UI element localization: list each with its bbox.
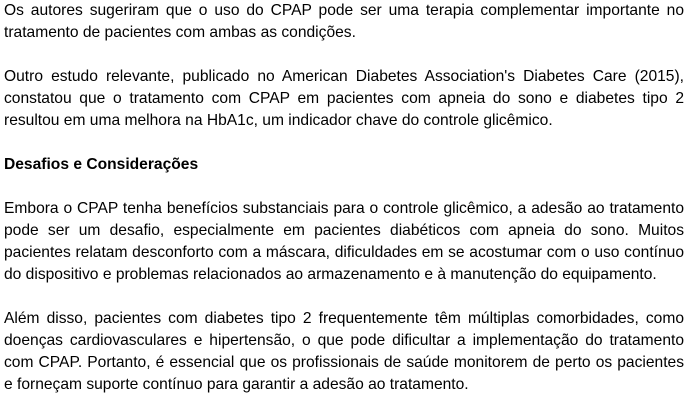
document-body	[4, 0, 684, 396]
paragraph-adherence-challenges: Embora o CPAP tenha benefícios substanciais para o controle glicêmico, a adesão ao tratamento pode ser um desafio, especialmente em pacientes diabéticos com apneia do sono. Muitos pacientes relatam desconforto com a máscara, dificuldades em se acostumar com o uso contínuo do dispositivo e problemas relacionados ao armazenamento e à manutenção do equipamento.	[4, 200, 684, 283]
paragraph-spacer	[4, 44, 684, 66]
paragraph-spacer	[4, 286, 684, 308]
paragraph-comorbidities: Além disso, pacientes com diabetes tipo 2 frequentemente têm múltiplas comorbidades, como doenças cardiovasculares e hipertensão, o que pode dificultar a implementação do tratamento com CPAP. Portanto, é essencial que os profissionais de saúde monitorem de perto os pacientes e forneçam suporte contínuo para garantir a adesão ao tratamento.	[4, 310, 684, 393]
paragraph-spacer	[4, 176, 684, 198]
paragraph-cpap-complementary: Os autores sugeriram que o uso do CPAP pode ser uma terapia complementar importante no tratamento de pacientes com ambas as condições.	[4, 2, 684, 41]
paragraph-diabetes-care-study: Outro estudo relevante, publicado no American Diabetes Association's Diabetes Care (2015), constatou que o tratamento com CPAP em pacientes com apneia do sono e diabetes tipo 2 resultou em uma melhora na HbA1c, um indicador chave do controle glicêmico.	[4, 68, 684, 129]
paragraph-spacer	[4, 132, 684, 154]
section-heading: Desafios e Considerações	[4, 156, 199, 173]
